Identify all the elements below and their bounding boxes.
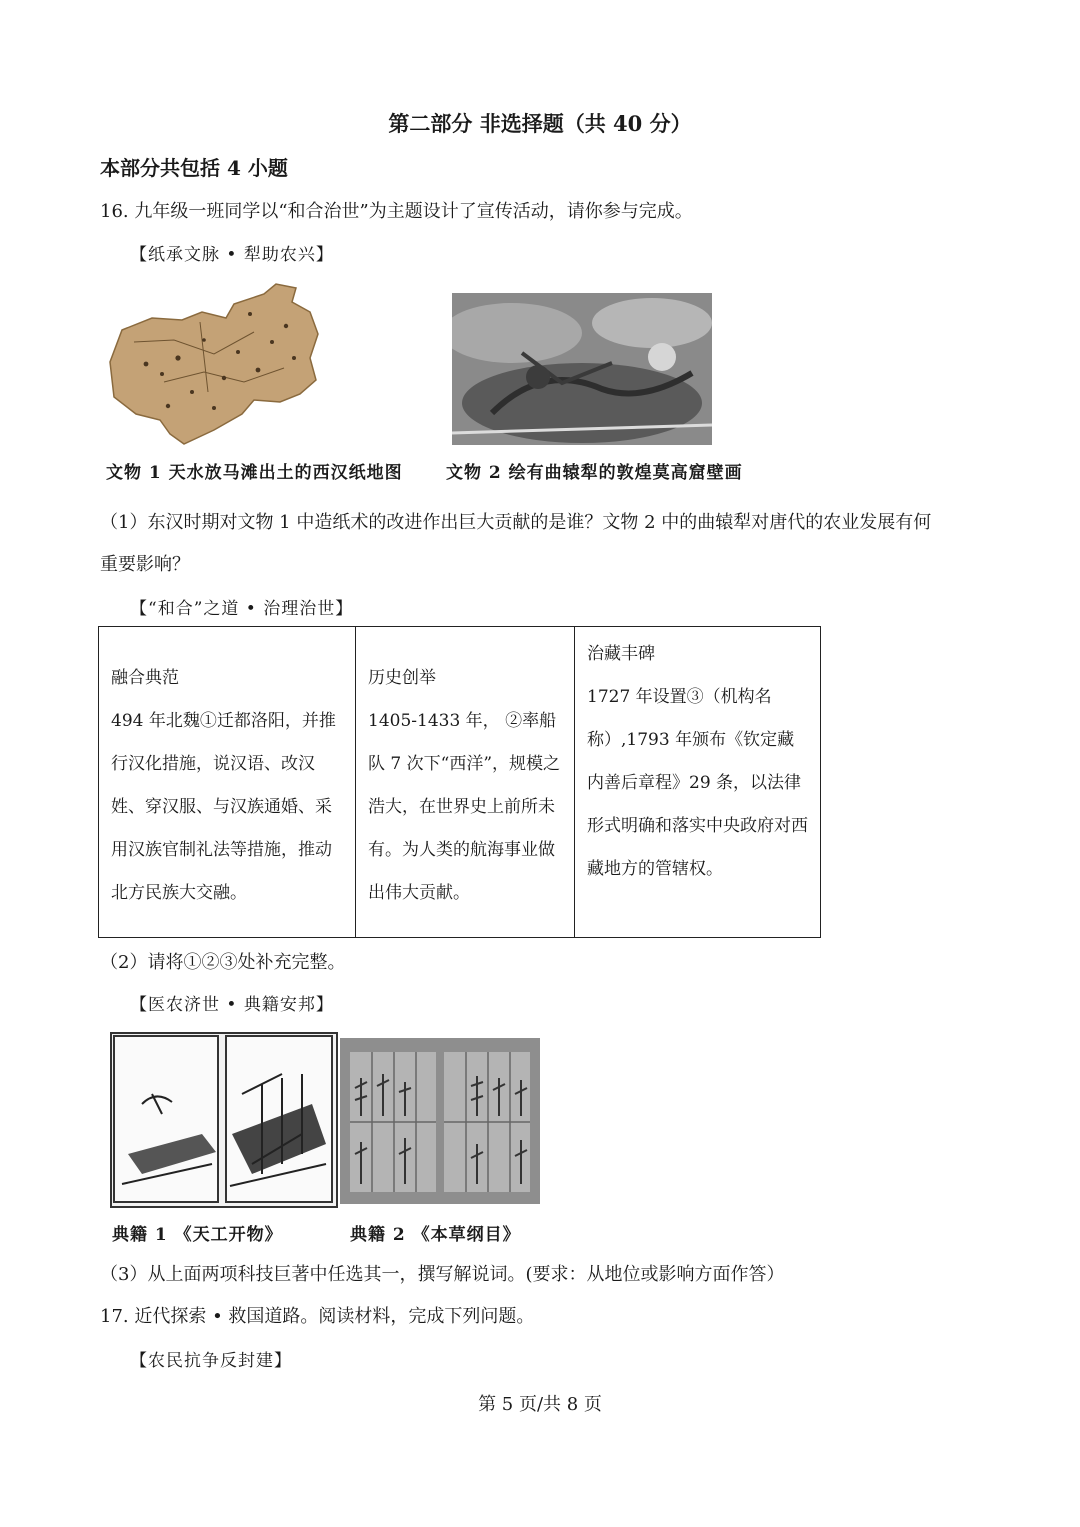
book-1-caption: 典籍 1 《天工开物》 <box>112 1225 283 1245</box>
book-2-caption: 典籍 2 《本草纲目》 <box>350 1225 521 1245</box>
subquestion-3: （3）从上面两项科技巨著中任选其一，撰写解说词。(要求：从地位或影响方面作答） <box>100 1264 785 1285</box>
table-cell <box>356 627 575 938</box>
governance-table <box>98 626 821 938</box>
subquestion-2: （2）请将①②③处补充完整。 <box>100 952 346 973</box>
section-tag-harmony: 【“和合”之道 • 治理治世】 <box>130 599 354 619</box>
artifact-1-caption: 文物 1 天水放马滩出土的西汉纸地图 <box>106 463 403 483</box>
tiangong-kaiwu-image <box>110 1032 338 1208</box>
cell-body: 1727 年设置③（机构名称）,1793 年颁布《钦定藏内善后章程》29 条，以法律形式明确和落实中央政府对西藏地方的管辖权。 <box>587 687 808 879</box>
cell-body: 1405-1433 年， ②率船队 7 次下“西洋”，规模之浩大，在世界史上前所未有。为人类的航海事业做出伟大贡献。 <box>368 711 561 903</box>
section-tag-paper-plough: 【纸承文脉 • 犁助农兴】 <box>130 245 334 265</box>
section-tag-classics: 【医农济世 • 典籍安邦】 <box>130 995 334 1015</box>
table-cell <box>99 627 356 938</box>
question-16-stem: 16. 九年级一班同学以“和合治世”为主题设计了宣传活动，请你参与完成。 <box>100 201 693 222</box>
cell-body: 494 年北魏①迁都洛阳，并推行汉化措施，说汉语、改汉姓、穿汉服、与汉族通婚、采用汉族官制礼法等措施，推动北方民族大交融。 <box>111 711 336 903</box>
cell-heading: 治藏丰碑 <box>587 644 655 664</box>
cell-heading: 融合典范 <box>111 668 179 688</box>
part-title: 第二部分 非选择题（共 40 分） <box>388 111 692 136</box>
section-intro: 本部分共包括 4 小题 <box>100 156 288 180</box>
table-cell <box>575 627 821 938</box>
page-footer: 第 5 页/共 8 页 <box>478 1394 602 1415</box>
artifact-2-caption: 文物 2 绘有曲辕犁的敦煌莫高窟壁画 <box>446 463 743 483</box>
subquestion-1-line2: 重要影响？ <box>100 554 190 575</box>
subquestion-1-line1: （1）东汉时期对文物 1 中造纸术的改进作出巨大贡献的是谁？文物 2 中的曲辕犁对唐代的农业发展有何 <box>100 512 932 533</box>
cell-heading: 历史创举 <box>368 668 436 688</box>
mural-image <box>452 293 712 445</box>
paper-map-image <box>104 282 322 450</box>
question-17-stem: 17. 近代探索 • 救国道路。阅读材料，完成下列问题。 <box>100 1306 535 1327</box>
bencao-gangmu-image <box>340 1038 540 1204</box>
section-tag-peasant: 【农民抗争反封建】 <box>130 1351 292 1371</box>
